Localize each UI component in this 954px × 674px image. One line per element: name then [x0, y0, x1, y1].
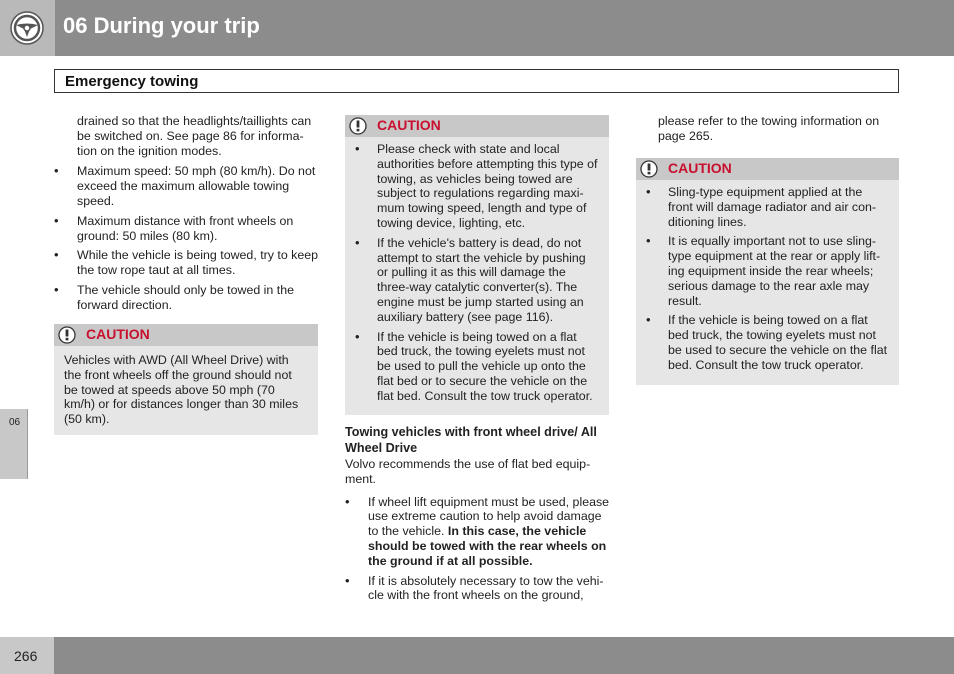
caution-body: [345, 137, 609, 415]
bullet-bold-text: In this case, the vehicle should be towed with the rear wheels on the ground if at all possible.: [368, 524, 607, 568]
col2-bullet-list: [345, 495, 610, 604]
column-1: [54, 114, 319, 318]
column-2-text: [345, 424, 610, 608]
col1-intro: drained so that the headlights/taillights can be switched on. See page 86 for informa-tion on the ignition modes.: [77, 114, 312, 158]
page-number-box: [0, 637, 54, 674]
logo-box: [0, 0, 55, 56]
warning-icon: [640, 160, 658, 178]
chapter-header: [0, 0, 954, 56]
warning-icon: [349, 117, 367, 135]
subheading: Towing vehicles with front wheel drive/ All Wheel Drive: [345, 425, 597, 455]
list-item: • It is equally important not to use sling-type equipment at the rear or apply lift-ing equipment inside the rear wheels; serious damage to the rear axle may result.: [646, 234, 889, 308]
caution-header: [54, 324, 318, 346]
list-item: • If it is absolutely necessary to tow the vehi-cle with the front wheels on the ground,: [345, 574, 610, 604]
list-item: • Maximum distance with front wheels on ground: 50 miles (80 km).: [54, 214, 319, 244]
chapter-title: 06 During your trip: [63, 13, 260, 38]
caution-bullet-list: [646, 185, 889, 373]
column-3: [635, 114, 900, 150]
caution-title: CAUTION: [668, 160, 732, 176]
section-title-bar: [54, 69, 899, 93]
col2-intro: Volvo recommends the use of flat bed equip-ment.: [345, 457, 591, 486]
list-item: • The vehicle should only be towed in the forward direction.: [54, 283, 319, 313]
section-title: Emergency towing: [65, 73, 199, 90]
list-item: • If the vehicle is being towed on a flat bed truck, the towing eyelets must not be used to pull the vehicle up onto the flat bed or to secure the vehicle on the flat bed. Consult the tow truck operator.: [355, 330, 599, 404]
list-item: • If the vehicle is being towed on a flat bed truck, the towing eyelets must not be used to secure the vehicle on the flat bed. Consult the tow truck operator.: [646, 313, 889, 372]
page-number: 266: [14, 648, 38, 664]
bullet-text: If wheel lift equipment must be used, please use extreme caution to help avoid damage to the vehicle.: [368, 494, 610, 539]
list-item: • If the vehicle's battery is dead, do not attempt to start the vehicle by pushing or pulling it as this will damage the three-way catalytic converter(s). The engine must be jump started using an auxiliary battery (see page 116).: [355, 236, 599, 325]
caution-title: CAUTION: [377, 117, 441, 133]
col1-bullet-list: [54, 164, 319, 312]
list-item: • Maximum speed: 50 mph (80 km/h). Do not exceed the maximum allowable towing speed.: [54, 164, 319, 208]
list-item: • While the vehicle is being towed, try to keep the tow rope taut at all times.: [54, 248, 319, 278]
chapter-side-tab: [0, 409, 28, 479]
caution-box-3: [636, 158, 899, 385]
caution-body: [636, 180, 899, 385]
warning-icon: [58, 326, 76, 344]
caution-title: CAUTION: [86, 326, 150, 342]
list-item: • Please check with state and local authorities before attempting this type of towing, as vehicles being towed are subject to regulations regarding maxi-mum towing speed, length and type of towing device, lighting, etc.: [355, 142, 599, 231]
caution-box-2: [345, 115, 609, 415]
caution-box-1: [54, 324, 318, 435]
volvo-steering-wheel-icon: [10, 11, 44, 45]
side-tab-label: 06: [9, 417, 21, 428]
list-item: • Sling-type equipment applied at the front will damage radiator and air con-ditioning lines.: [646, 185, 889, 229]
caution-text: Vehicles with AWD (All Wheel Drive) with the front wheels off the ground should not be towed at speeds above 50 mph (70 km/h) or for distances longer than 30 miles (50 km).: [64, 353, 299, 427]
caution-bullet-list: [355, 142, 599, 404]
page-footer: [0, 637, 954, 674]
col3-intro: please refer to the towing information on page 265.: [658, 114, 880, 143]
caution-header: [345, 115, 609, 137]
list-item: [345, 495, 610, 569]
caution-header: [636, 158, 899, 180]
